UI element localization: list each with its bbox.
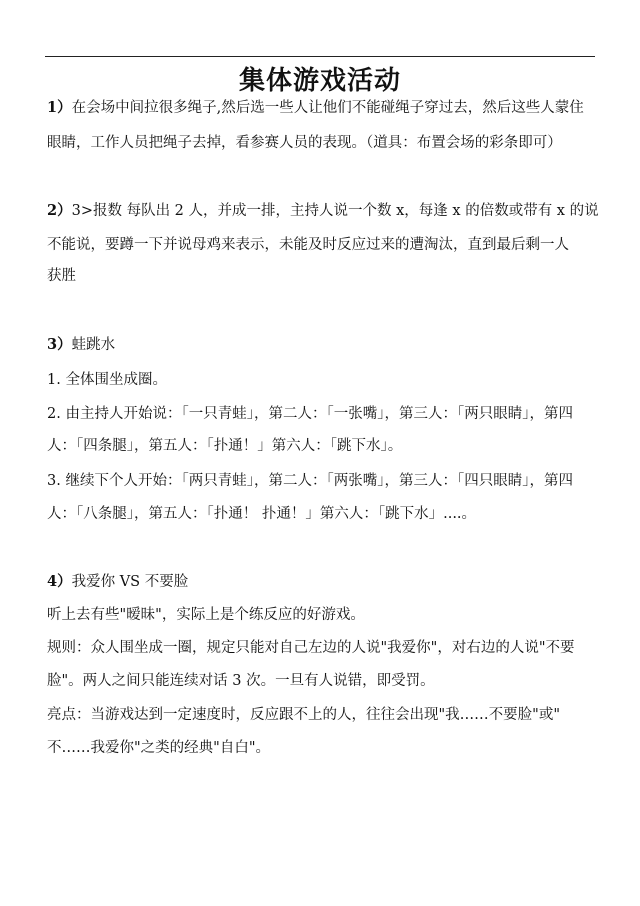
section-4-highlight-line-1: 亮点：当游戏达到一定速度时，反应跟不上的人，往往会出现"我……不要脸"或" (47, 707, 561, 723)
section-4-heading-text: 我爱你 VS 不要脸 (71, 574, 189, 590)
section-3-item-2-line-1: 2. 由主持人开始说：「一只青蛙」，第二人：「一张嘴」，第三人：「两只眼睛」，第四 (47, 406, 573, 422)
section-2-number: 2） (47, 202, 72, 219)
section-1-text-1: 在会场中间拉很多绳子,然后选一些人让他们不能碰绳子穿过去，然后这些人蒙住 (71, 100, 584, 116)
section-4-intro: 听上去有些"暧昧"，实际上是个练反应的好游戏。 (47, 607, 365, 623)
section-2-line-2: 不能说，要蹲一下并说母鸡来表示，未能及时反应过来的遭淘汰，直到最后剩一人 (47, 237, 569, 253)
section-3-item-3-line-2: 人：「八条腿」，第五人：「扑通！ 扑通！」第六人：「跳下水」....。 (47, 506, 477, 522)
section-4-highlight-line-2: 不……我爱你"之类的经典"自白"。 (47, 740, 271, 756)
section-1-number: 1） (47, 99, 72, 116)
section-2-text-1: 3>报数 每队出 2 人，并成一排，主持人说一个数 x，每逢 x 的倍数或带有 x 的说 (71, 203, 599, 219)
page-title: 集体游戏活动 (238, 66, 401, 96)
header-rule (45, 56, 595, 57)
section-3-heading (47, 335, 607, 355)
section-4-heading (47, 572, 607, 592)
section-4-rule-line-1: 规则：众人围坐成一圈，规定只能对自己左边的人说"我爱你"，对右边的人说"不要 (47, 640, 575, 656)
section-4-number: 4） (47, 573, 72, 590)
section-3-heading-text: 蛙跳水 (71, 337, 116, 353)
section-4-rule-line-2: 脸"。两人之间只能连续对话 3 次。一旦有人说错，即受罚。 (47, 673, 435, 689)
section-1-line-1 (47, 98, 607, 118)
section-3-item-1: 1. 全体围坐成圈。 (47, 372, 167, 388)
section-3-item-3-line-1: 3. 继续下个人开始：「两只青蛙」，第二人：「两张嘴」，第三人：「四只眼睛」，第四 (47, 473, 573, 489)
section-2-line-3: 获胜 (47, 268, 76, 284)
section-1-line-2: 眼睛，工作人员把绳子去掉，看参赛人员的表现。（道具：布置会场的彩条即可） (47, 135, 562, 151)
section-3-number: 3） (47, 336, 72, 353)
section-2-line-1 (47, 201, 607, 221)
section-3-item-2-line-2: 人：「四条腿」，第五人：「扑通！」第六人：「跳下水」。 (47, 438, 403, 454)
